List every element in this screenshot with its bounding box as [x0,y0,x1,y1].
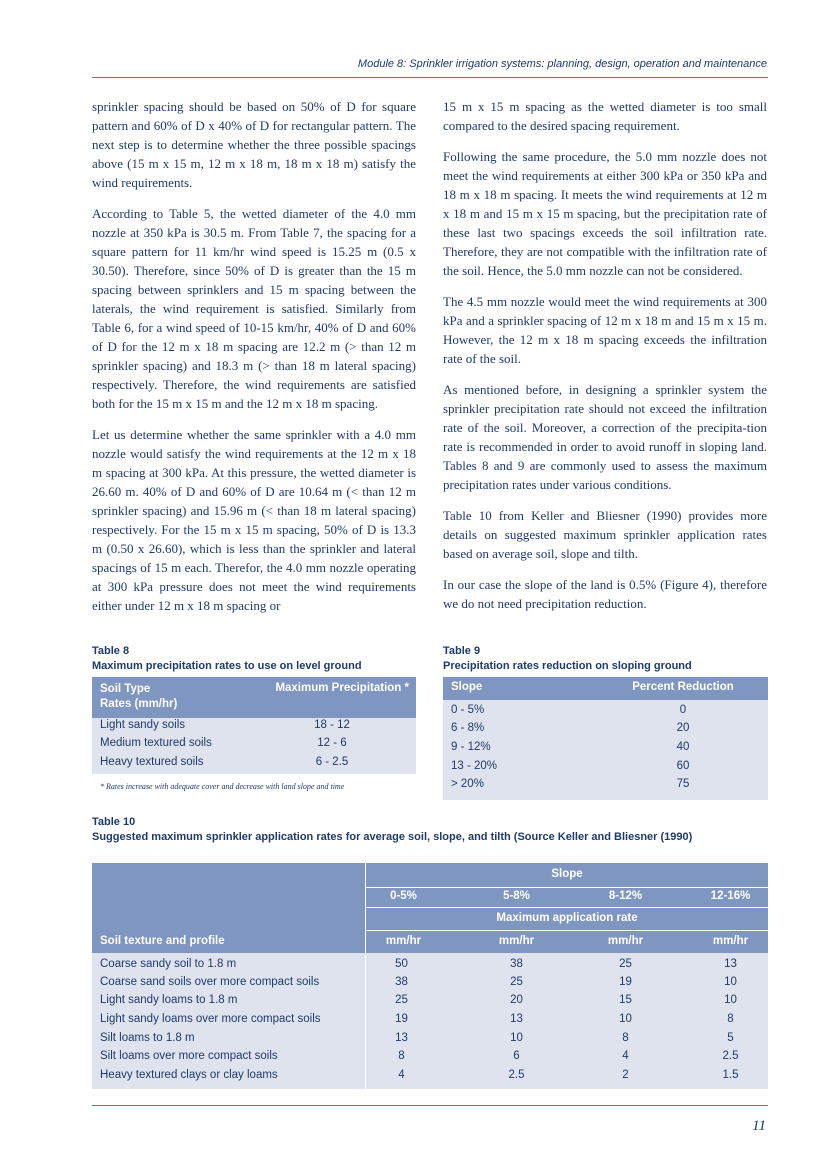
paragraph: As mentioned before, in designing a sprinkler system the sprinkler precipitation rate should not exceed the infiltration rate of the soil. Moreover, a correction of the precipita-tion rate is recommended in order to avoid runoff in sloping land. Tables 8 and 9 are commonly used to assess the maximum precipitation rates under various conditions. [443,382,767,492]
paragraph: Let us determine whether the same sprinkler with a 4.0 mm nozzle would satisfy the wind requirements at the 12 m x 18 m spacing at 300 kPa. At this pressure, the wetted diameter is 26.60 m. 40% of D and 60% of D are 10.64 m (< than 12 m sprinkler spacing) and 15.96 m (< than 18 m lateral spacing) respectively. For the 15 m x 15 m spacing, 50% of D is 13.3 m (0.50 x 26.60), which is less than the sprinkler and lateral spacings of 15 m each. Therefor, the 4.0 mm nozzle operating at 300 kPa pressure does not meet the wind requirements either under 12 m x 18 m spacing or [92,427,416,613]
table10-cell-rate: 10 [724,976,737,988]
table10-header-rule [366,930,768,931]
table10-unit: mm/hr [712,935,749,947]
table9-cell-reduction: 40 [676,741,690,753]
table10-cell-rate: 38 [395,976,408,988]
table10-unit: mm/hr [607,935,644,947]
table10-cell-rate: 50 [395,958,408,970]
table8-title: Maximum precipitation rates to use on level ground [92,660,362,672]
table10-cell-soil: Coarse sandy soil to 1.8 m [100,958,237,970]
table8-cell-soil: Light sandy soils [100,719,186,731]
table9-cell-reduction: 0 [679,704,687,716]
paragraph: The 4.5 mm nozzle would meet the wind requirements at 300 kPa and a sprinkler spacing of 12 m x 18 m and 15 m x 15 m. However, the 12 m x 18 m spacing exceeds the infiltration rate of the soil. [443,294,767,366]
table10-unit: mm/hr [385,935,422,947]
table9-cell-reduction: 60 [676,760,690,772]
table10-cell-rate: 4 [398,1069,405,1081]
paragraph: Table 10 from Keller and Bliesner (1990) provides more details on suggested maximum sprinkler application rates based on average soil, slope and tilth. [443,508,767,561]
table10-header-rule [366,887,768,888]
table9-cell-reduction: 75 [676,778,690,790]
table9-cell-slope: 13 - 20% [451,760,498,772]
table9-caption [443,644,692,674]
table10-slope-range: 12-16% [710,890,751,902]
table10-cell-soil: Heavy textured clays or clay loams [100,1069,278,1081]
table10-cell-rate: 19 [395,1013,408,1025]
table8-cell-rate: 12 - 6 [317,737,347,749]
footer-rule [92,1105,768,1106]
table10-cell-rate: 8 [398,1050,405,1062]
left-column [92,97,416,627]
table10-cell-rate: 8 [622,1032,629,1044]
table9 [443,677,768,800]
table10-cell-rate: 13 [510,1013,523,1025]
table9-label: Table 9 [443,645,481,657]
table10 [92,863,768,1089]
paragraph: 15 m x 15 m spacing as the wetted diameter is too small compared to the desired spacing requirement. [443,99,767,133]
table10-cell-rate: 15 [619,994,632,1006]
paragraph: sprinkler spacing should be based on 50% of D for square pattern and 60% of D x 40% of D for rectangular pattern. The next step is to determine whether the three possible spacings above (15 m x 15 m, 12 m x 18 m, 18 m x 18 m) satisfy the wind requirements. [92,99,416,190]
table10-cell-soil: Light sandy loams to 1.8 m [100,994,238,1006]
table8-cell-soil: Heavy textured soils [100,756,204,768]
table10-cell-rate: 13 [724,958,737,970]
table10-cell-rate: 10 [724,994,737,1006]
table10-cell-rate: 6 [513,1050,520,1062]
table10-cell-rate: 8 [727,1013,734,1025]
table10-cell-rate: 2.5 [508,1069,525,1081]
table8-header-line2: Rates (mm/hr) [100,698,178,710]
table8-caption [92,644,362,674]
table8-header-max: Maximum Precipitation * [275,682,409,694]
table10-unit: mm/hr [498,935,535,947]
table8 [92,677,416,774]
table8-header-line1: Soil Type [100,683,151,695]
table8-footnote: * Rates increase with adequate cover and decrease with land slope and time [100,782,345,791]
table10-rate-header: Maximum application rate [496,912,638,924]
table10-cell-rate: 2 [622,1069,629,1081]
paragraph: According to Table 5, the wetted diameter of the 4.0 mm nozzle at 350 kPa is 30.5 m. From Table 7, the spacing for a square pattern for 11 km/hr wind speed is 15.25 m (0.5 x 30.50). Therefore, since 50% of D is greater than the 15 m spacing between sprinklers and 15 m spacing between the laterals, the wind requirement is satisfied. Similarly from Table 6, for a wind speed of 10-15 km/hr, 40% of D and 60% of D for the 12 m x 18 m spacing are 12.2 m (> than 12 m sprinkler spacing) and 18.3 m (> than 18 m lateral spacing) respectively. Therefore, the wind requirements are satisfied both for the 15 m x 15 m and the 12 m x 18 m spacing. [92,206,416,411]
table10-cell-soil: Silt loams over more compact soils [100,1050,278,1062]
table10-cell-rate: 25 [395,994,408,1006]
table8-label: Table 8 [92,645,130,657]
table10-cell-rate: 19 [619,976,632,988]
table10-title: Suggested maximum sprinkler application rates for average soil, slope, and tilth (Source Keller and Bliesner (1990) [92,831,693,843]
table10-cell-rate: 10 [619,1013,632,1025]
paragraph: Following the same procedure, the 5.0 mm nozzle does not meet the wind requirements at either 300 kPa or 350 kPa and 18 m x 18 m spacing. It meets the wind requirements at 12 m x 18 m and 15 m x 15 m spacing, but the precipitation rate of these last two spacings exceeds the soil infiltration rate. Therefore, they are not compatible with the infiltration rate of the soil. Hence, the 5.0 mm nozzle can not be considered. [443,149,767,278]
table9-cell-slope: 0 - 5% [451,704,485,716]
table8-header-soil [100,682,177,712]
table10-cell-rate: 10 [510,1032,523,1044]
table8-cell-soil: Medium textured soils [100,737,212,749]
table10-header-rule [366,907,768,908]
table9-header-reduction: Percent Reduction [632,681,734,693]
table9-header-row [443,677,768,700]
table8-cell-rate: 6 - 2.5 [315,756,349,768]
table10-cell-soil: Coarse sand soils over more compact soils [100,976,320,988]
table8-header-row [92,677,416,718]
table10-slope-range: 0-5% [390,890,417,902]
table10-cell-rate: 1.5 [722,1069,739,1081]
table9-cell-reduction: 20 [676,722,690,734]
table9-cell-slope: 9 - 12% [451,741,491,753]
page-number: 11 [752,1118,766,1134]
table10-caption [92,815,768,845]
table10-row-header: Soil texture and profile [100,935,225,947]
header-rule [92,77,768,78]
table10-cell-soil: Silt loams to 1.8 m [100,1032,195,1044]
table10-cell-rate: 5 [727,1032,734,1044]
table9-title: Precipitation rates reduction on sloping ground [443,660,692,672]
table10-cell-rate: 13 [395,1032,408,1044]
table10-cell-rate: 25 [619,958,632,970]
table10-cell-rate: 25 [510,976,523,988]
table10-cell-rate: 4 [622,1050,629,1062]
table10-cell-rate: 20 [510,994,523,1006]
table10-slope-header: Slope [551,868,583,880]
table10-slope-range: 8-12% [608,890,643,902]
table8-cell-rate: 18 - 12 [314,719,350,731]
running-header: Module 8: Sprinkler irrigation systems: planning, design, operation and maintenance [357,58,767,70]
table10-slope-range: 5-8% [503,890,530,902]
paragraph: In our case the slope of the land is 0.5% (Figure 4), therefore we do not need precipitation reduction. [443,577,767,611]
right-column [443,97,767,625]
table9-header-slope: Slope [451,681,483,693]
table10-cell-soil: Light sandy loams over more compact soils [100,1013,321,1025]
table9-cell-slope: > 20% [451,778,484,790]
table10-cell-rate: 38 [510,958,523,970]
table9-cell-slope: 6 - 8% [451,722,485,734]
table10-label: Table 10 [92,816,136,828]
table10-cell-rate: 2.5 [722,1050,739,1062]
